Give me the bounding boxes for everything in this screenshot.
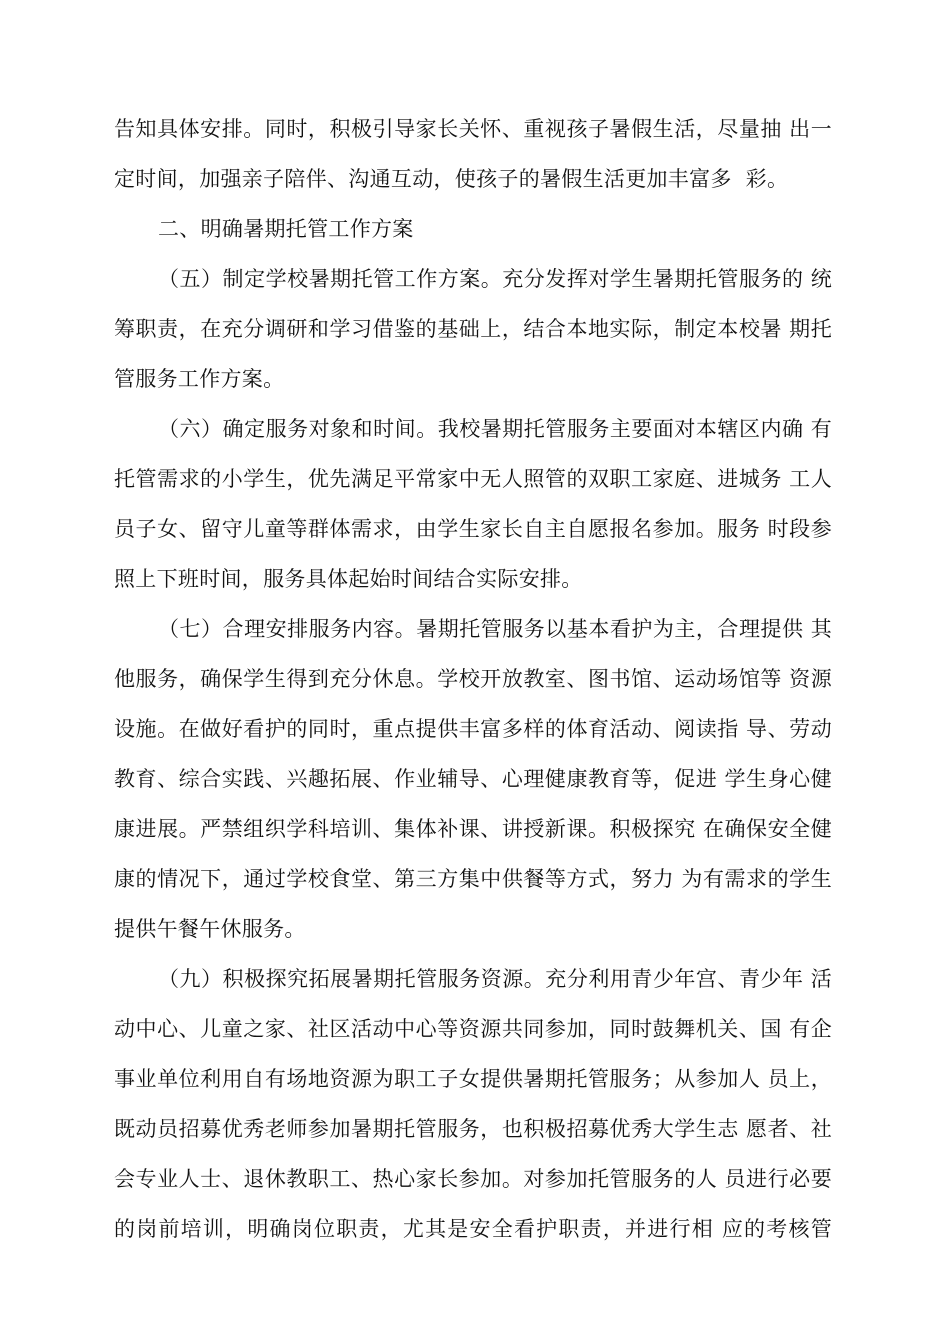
text-line: 定时间，加强亲子陪伴、沟通互动，使孩子的暑假生活更加丰富多 彩。 xyxy=(114,167,789,191)
text-line: （九）积极探究拓展暑期托管服务资源。充分利用青少年宫、青少年 活 xyxy=(158,967,832,991)
text-line: （五）制定学校暑期托管工作方案。充分发挥对学生暑期托管服务的 统 xyxy=(158,267,832,291)
text-line: 他服务，确保学生得到充分休息。学校开放教室、图书馆、运动场馆等 资源 xyxy=(114,667,832,691)
text-line: （六）确定服务对象和时间。我校暑期托管服务主要面对本辖区内确 有 xyxy=(158,417,832,441)
text-line: （七）合理安排服务内容。暑期托管服务以基本看护为主，合理提供 其 xyxy=(158,617,832,641)
text-line: 提供午餐午休服务。 xyxy=(114,917,306,941)
text-line: 康的情况下，通过学校食堂、第三方集中供餐等方式，努力 为有需求的学生 xyxy=(114,867,832,891)
text-line: 既动员招募优秀老师参加暑期托管服务，也积极招募优秀大学生志 愿者、社 xyxy=(114,1117,832,1141)
text-line: 教育、综合实践、兴趣拓展、作业辅导、心理健康教育等，促进 学生身心健 xyxy=(114,767,832,791)
text-line: 事业单位利用自有场地资源为职工子女提供暑期托管服务；从参加人 员上， xyxy=(114,1067,832,1091)
text-line: 告知具体安排。同时，积极引导家长关怀、重视孩子暑假生活，尽量抽 出一 xyxy=(114,117,832,141)
text-line: 设施。在做好看护的同时，重点提供丰富多样的体育活动、阅读指 导、劳动 xyxy=(114,717,832,741)
text-line: 动中心、儿童之家、社区活动中心等资源共同参加，同时鼓舞机关、国 有企 xyxy=(114,1017,832,1041)
text-line: 托管需求的小学生，优先满足平常家中无人照管的双职工家庭、进城务 工人 xyxy=(114,467,832,491)
text-line: 筹职责，在充分调研和学习借鉴的基础上，结合本地实际，制定本校暑 期托 xyxy=(114,317,832,341)
text-line: 员子女、留守儿童等群体需求，由学生家长自主自愿报名参加。服务 时段参 xyxy=(114,517,832,541)
text-line: 康进展。严禁组织学科培训、集体补课、讲授新课。积极探究 在确保安全健 xyxy=(114,817,832,841)
text-line: 的岗前培训，明确岗位职责，尤其是安全看护职责，并进行相 应的考核管 xyxy=(114,1217,832,1241)
text-line: 会专业人士、退休教职工、热心家长参加。对参加托管服务的人 员进行必要 xyxy=(114,1167,832,1191)
text-line: 照上下班时间，服务具体起始时间结合实际安排。 xyxy=(114,567,583,591)
section-heading: 二、明确暑期托管工作方案 xyxy=(158,217,414,241)
text-line: 管服务工作方案。 xyxy=(114,367,285,391)
